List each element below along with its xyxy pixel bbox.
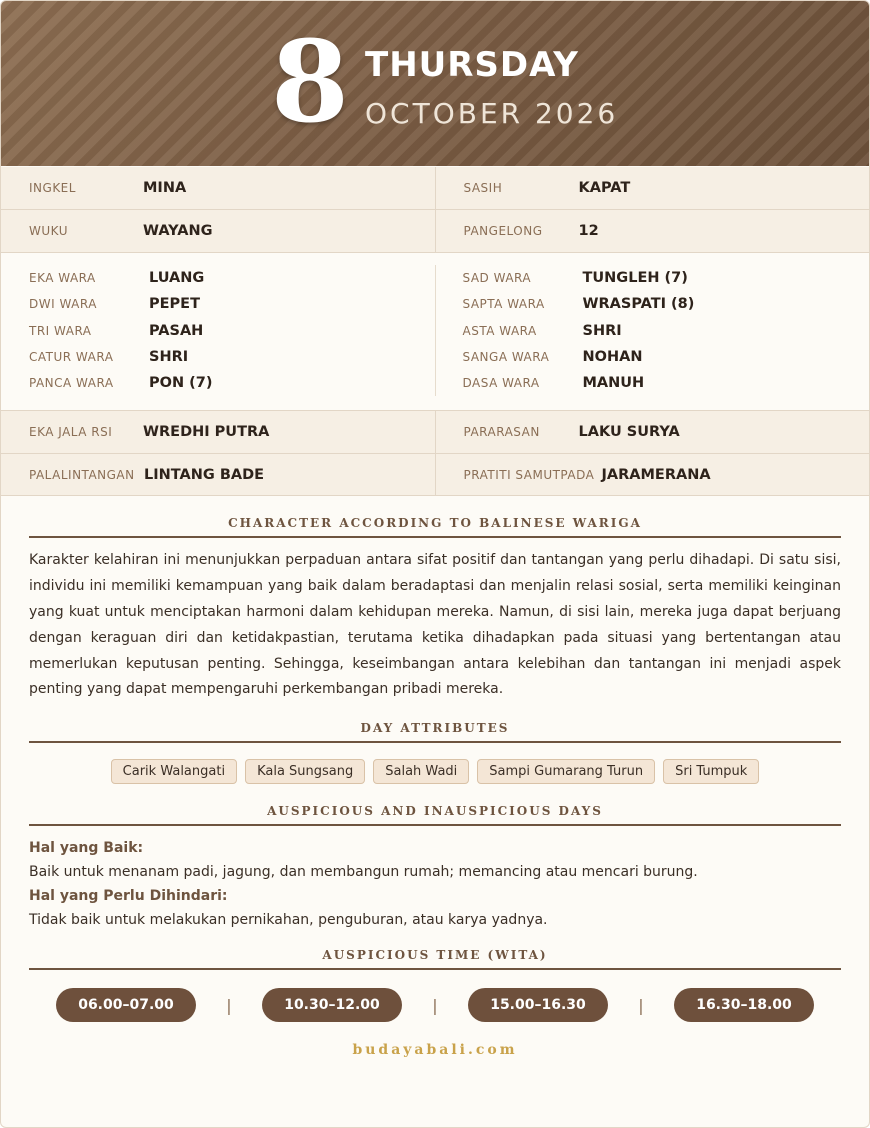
wara-label: DASA WARA — [462, 376, 540, 391]
info-row-ingkel — [1, 167, 869, 210]
wara-value: PEPET — [149, 296, 200, 313]
wara-label: TRI WARA — [29, 323, 92, 338]
info-value: LAKU SURYA — [578, 424, 680, 441]
info-cell-eka-jala-rsi — [1, 411, 435, 453]
wara-value: PASAH — [149, 322, 204, 339]
info-value: JARAMERANA — [601, 466, 711, 483]
wara-item — [1, 318, 435, 344]
wara-column-right — [435, 265, 870, 396]
attribute-tag: Sri Tumpuk — [663, 759, 759, 784]
attribute-tags — [1, 759, 869, 784]
wara-label: ASTA WARA — [462, 323, 537, 338]
wara-item — [1, 291, 435, 317]
attributes-section-title: DAY ATTRIBUTES — [29, 721, 841, 743]
time-separator: | — [638, 995, 644, 1015]
info-cell-ingkel — [1, 167, 435, 209]
wara-label: PANCA WARA — [29, 376, 114, 391]
wara-label: DWI WARA — [29, 297, 97, 312]
attribute-tag: Sampi Gumarang Turun — [477, 759, 655, 784]
info-row-palalintangan — [1, 454, 869, 496]
time-separator: | — [226, 995, 232, 1015]
wara-value: TUNGLEH (7) — [582, 270, 688, 287]
time-slot: 10.30–12.00 — [262, 988, 402, 1022]
wara-value: WRASPATI (8) — [582, 296, 695, 313]
info-row-eka-jala-rsi — [1, 411, 869, 454]
auspicious-times — [1, 988, 869, 1022]
wara-item — [436, 291, 870, 317]
time-slot: 06.00–07.00 — [56, 988, 196, 1022]
character-text: Karakter kelahiran ini menunjukkan perpaduan antara sifat positif dan tantangan yang perlu dihadapi. Di satu sisi, individu ini memiliki kemampuan yang baik dalam beradaptasi dan menjalin relasi sosial, serta memiliki keinginan yang kuat untuk menciptakan harmoni dalam kehidupan mereka. Namun, di sisi lain, mereka juga dapat berjuang dengan keraguan diri dan ketidakpastian, terutama ketika dihadapkan pada situasi yang bertentangan atau memerlukan keputusan penting. Sehingga, keseimbangan antara kelebihan dan tantangan ini menjadi aspek penting yang dapat mempengaruhi perkembangan pribadi mereka. — [29, 552, 841, 698]
good-text: Baik untuk menanam padi, jagung, dan membangun rumah; memancing atau mencari burung. — [29, 864, 698, 881]
info-cell-pangelong — [435, 210, 870, 252]
wara-value: NOHAN — [582, 349, 643, 366]
character-section-title: CHARACTER ACCORDING TO BALINESE WARIGA — [29, 516, 841, 538]
attribute-tag: Salah Wadi — [373, 759, 469, 784]
info-value: KAPAT — [578, 180, 631, 196]
wara-item — [1, 344, 435, 370]
day-number: 8 — [271, 17, 349, 148]
avoid-label: Hal yang Perlu Dihindari: — [29, 888, 228, 905]
info-label: PALALINTANGAN — [29, 467, 135, 482]
wara-value: SHRI — [149, 349, 189, 366]
wara-value: MANUH — [582, 375, 645, 392]
info-label: PARARASAN — [463, 425, 540, 440]
info-row-wuku — [1, 210, 869, 253]
times-section-title: AUSPICIOUS TIME (WITA) — [29, 948, 841, 970]
info-label: INGKEL — [29, 181, 76, 195]
good-label: Hal yang Baik: — [29, 840, 144, 857]
info-cell-pratiti-samutpada — [435, 454, 870, 495]
attribute-tag: Kala Sungsang — [245, 759, 365, 784]
wara-table — [1, 253, 869, 411]
info-value: WAYANG — [143, 223, 213, 239]
attribute-tag: Carik Walangati — [111, 759, 237, 784]
time-slot: 15.00–16.30 — [468, 988, 608, 1022]
day-name: THURSDAY — [365, 45, 579, 85]
info-cell-sasih — [435, 167, 870, 209]
wara-value: LUANG — [149, 270, 205, 287]
wara-value: SHRI — [582, 322, 622, 339]
info-label: EKA JALA RSI — [29, 425, 113, 440]
month-year: OCTOBER 2026 — [365, 97, 619, 130]
time-separator: | — [432, 995, 438, 1015]
wara-item — [436, 318, 870, 344]
wara-label: CATUR WARA — [29, 350, 114, 365]
wara-item — [1, 370, 435, 396]
wara-item — [436, 370, 870, 396]
auspicious-section-title: AUSPICIOUS AND INAUSPICIOUS DAYS — [29, 804, 841, 826]
wara-label: SAD WARA — [462, 271, 532, 286]
info-label: WUKU — [29, 224, 68, 238]
info-cell-wuku — [1, 210, 435, 252]
info-label: SASIH — [463, 181, 503, 195]
wara-label: EKA WARA — [29, 271, 96, 286]
info-value: WREDHI PUTRA — [143, 424, 270, 441]
info-cell-pararasan — [435, 411, 870, 453]
info-value: MINA — [143, 180, 187, 196]
info-cell-palalintangan — [1, 454, 435, 495]
wara-label: SAPTA WARA — [462, 297, 545, 312]
brand-footer[interactable]: budayabali.com — [352, 1042, 518, 1059]
wara-item — [436, 344, 870, 370]
wara-item — [436, 265, 870, 291]
avoid-text: Tidak baik untuk melakukan pernikahan, penguburan, atau karya yadnya. — [29, 912, 548, 929]
time-slot: 16.30–18.00 — [674, 988, 814, 1022]
info-label: PANGELONG — [463, 224, 543, 238]
info-value: 12 — [578, 223, 599, 239]
wara-label: SANGA WARA — [462, 350, 550, 365]
wara-item — [1, 265, 435, 291]
info-value: LINTANG BADE — [144, 466, 265, 483]
date-header — [1, 1, 869, 166]
info-label: PRATITI SAMUTPADA — [463, 467, 595, 482]
wara-value: PON (7) — [149, 375, 213, 392]
wara-column-left — [1, 265, 435, 396]
